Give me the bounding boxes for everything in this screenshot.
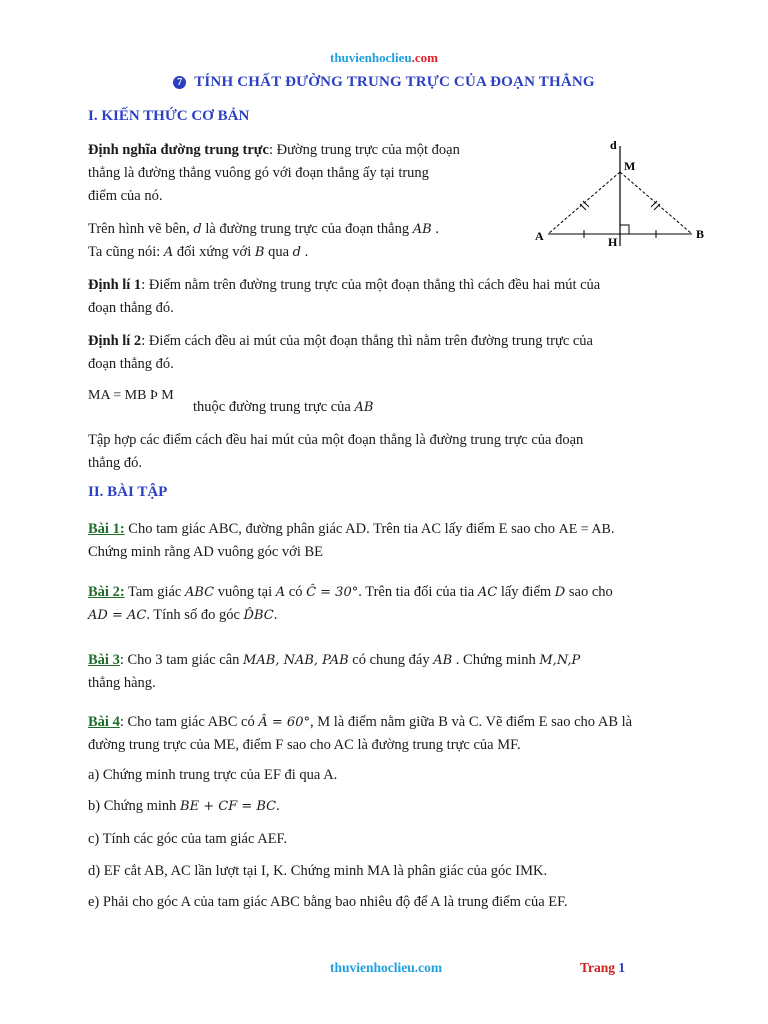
perpendicular-bisector-figure bbox=[530, 132, 730, 250]
exercise-2-abc: ABC bbox=[184, 585, 215, 600]
fig-end-1: . bbox=[435, 221, 439, 237]
formula-ab: AB bbox=[354, 400, 374, 415]
exercise-4-qb-eq: BE + CF = BC bbox=[180, 799, 277, 814]
exercise-4-label: Bài 4 bbox=[88, 714, 120, 730]
exercise-2-text-a: Tam giác bbox=[124, 584, 182, 600]
exercise-2 bbox=[88, 581, 708, 627]
theorem2 bbox=[88, 330, 698, 376]
exercise-3-ab: AB bbox=[433, 653, 453, 668]
exercise-4-question-b bbox=[88, 795, 708, 818]
definition-line1: : Đường trung trực của một đoạn bbox=[268, 142, 460, 158]
fig-ab: AB bbox=[412, 222, 432, 237]
exercise-2-a: A bbox=[275, 585, 286, 600]
fig-text-1: Trên hình vẽ bên, bbox=[88, 221, 190, 237]
fig-B: B bbox=[254, 245, 265, 260]
fig-text-2: là đường trung trực của đoạn thẳng bbox=[205, 221, 410, 237]
exercise-2-text-d: . Trên tia đối của tia bbox=[358, 584, 475, 600]
site-name: thuvienhoclieu bbox=[330, 50, 412, 65]
exercise-4-text-b: , M là điểm nằm giữa B và C. Vẽ điểm E sao cho AB là bbox=[309, 714, 633, 730]
title-text: TÍNH CHẤT ĐƯỜNG TRUNG TRỰC CỦA ĐOẠN THẲNG bbox=[194, 74, 595, 90]
exercise-2-text-b: vuông tại bbox=[217, 584, 273, 600]
theorem1-line2: đoạn thẳng đó. bbox=[88, 300, 174, 316]
theorem1-label: Định lí 1 bbox=[88, 277, 142, 293]
exercise-2-label: Bài 2: bbox=[88, 584, 125, 600]
exercise-4-question-c: c) Tính các góc của tam giác AEF. bbox=[88, 831, 288, 847]
figure-description bbox=[88, 218, 528, 264]
segment-mb bbox=[620, 172, 692, 234]
theorem2-line2: đoạn thẳng đó. bbox=[88, 356, 174, 372]
exercise-2-ac: AC bbox=[477, 585, 498, 600]
exercise-4-question-a: a) Chứng minh trung trực của EF đi qua A. bbox=[88, 767, 338, 783]
definition-line2: thẳng là đường thẳng vuông gó với đoạn thẳng ấy tại trung bbox=[88, 165, 429, 181]
definition-paragraph bbox=[88, 139, 528, 208]
exercise-4-line2: đường trung trực của ME, điểm F sao cho AC là đường trung trực của MF. bbox=[88, 737, 521, 753]
formula-right: thuộc đường trung trực của bbox=[193, 399, 351, 415]
exercise-2-end: . bbox=[273, 607, 278, 623]
exercise-2-angle2: D̂BC bbox=[243, 608, 274, 623]
exercise-1-label: Bài 1: bbox=[88, 521, 125, 537]
theorem2-label: Định lí 2 bbox=[88, 333, 142, 349]
exercise-4-question-e: e) Phải cho góc A của tam giác ABC bằng bao nhiêu độ để A là trung điểm của EF. bbox=[88, 894, 568, 910]
exercise-3-text-a: : Cho 3 tam giác cân bbox=[119, 652, 240, 668]
theorem2-line1: : Điểm cách đều ai mút của một đoạn thẳng thì nằm trên đường trung trực của bbox=[141, 333, 593, 349]
theorem1 bbox=[88, 274, 698, 320]
exercise-4-question-d: d) EF cắt AB, AC lần lượt tại I, K. Chứng minh MA là phân giác của góc IMK. bbox=[88, 863, 548, 879]
section2-heading: II. BÀI TẬP bbox=[88, 484, 168, 500]
exercise-1-line2: Chứng minh rằng AD vuông góc với BE bbox=[88, 544, 324, 560]
exercise-1-text: Cho tam giác ABC, đường phân giác AD. Trên tia AC lấy điểm E sao cho bbox=[124, 521, 556, 537]
exercise-2-text-g: . Tính số đo góc bbox=[146, 607, 240, 623]
exercise-3-triangles: MAB, NAB, PAB bbox=[243, 653, 349, 668]
exercise-4-text-a: : Cho tam giác ABC có bbox=[119, 714, 255, 730]
fig-d: d bbox=[193, 222, 202, 237]
tick-mb-1 bbox=[654, 204, 660, 210]
exercise-2-angle: Ĉ = 30° bbox=[306, 585, 359, 600]
segment-ma bbox=[548, 172, 620, 234]
exercise-2-text-c: có bbox=[288, 584, 303, 600]
exercise-3-text-c: . Chứng minh bbox=[455, 652, 536, 668]
locus-paragraph bbox=[88, 429, 698, 475]
exercise-3-text-b: có chung đáy bbox=[352, 652, 430, 668]
title-number-badge: 7 bbox=[173, 76, 186, 89]
exercise-1-eq: AE = AB bbox=[558, 522, 611, 537]
exercise-1 bbox=[88, 518, 708, 564]
footer-page-label: Trang bbox=[580, 960, 616, 975]
locus-line1: Tập hợp các điểm cách đều hai mút của một đoạn thẳng là đường trung trực của đoạn bbox=[88, 432, 584, 448]
right-angle-mark bbox=[620, 225, 629, 234]
exercise-4-angle: Â = 60° bbox=[258, 715, 310, 730]
exercise-4-qb-end: . bbox=[276, 798, 280, 814]
exercise-3 bbox=[88, 649, 708, 695]
definition-label: Định nghĩa đường trung trực bbox=[88, 142, 269, 158]
fig-text-5: qua bbox=[268, 244, 290, 260]
exercise-3-label: Bài 3 bbox=[88, 652, 120, 668]
page-title bbox=[0, 74, 768, 91]
exercise-2-text-e: lấy điểm bbox=[500, 584, 552, 600]
exercise-2-text-f: sao cho bbox=[568, 584, 613, 600]
locus-line2: thẳng đó. bbox=[88, 455, 142, 471]
exercise-3-line2: thẳng hàng. bbox=[88, 675, 156, 691]
definition-line3: điểm của nó. bbox=[88, 188, 163, 204]
formula-left: MA = MB Þ M bbox=[88, 388, 174, 403]
formula-continuation bbox=[193, 396, 593, 419]
fig-d2: d bbox=[292, 245, 301, 260]
exercise-2-d: D bbox=[554, 585, 566, 600]
site-domain: .com bbox=[411, 50, 438, 65]
fig-text-4: đối xứng với bbox=[176, 244, 252, 260]
footer-page-number: 1 bbox=[618, 960, 626, 975]
label-m: M bbox=[624, 159, 636, 173]
exercise-1-end: . bbox=[610, 521, 615, 537]
label-h: H bbox=[608, 235, 618, 249]
fig-end-2: . bbox=[304, 244, 309, 260]
section1-heading: I. KIẾN THỨC CƠ BẢN bbox=[88, 108, 250, 124]
tick-ma-1 bbox=[580, 204, 586, 210]
exercise-4 bbox=[88, 711, 708, 757]
site-header bbox=[0, 50, 768, 66]
exercise-4-qb-text: b) Chứng minh bbox=[88, 798, 177, 814]
label-a: A bbox=[535, 229, 544, 243]
theorem1-line1: : Điểm nằm trên đường trung trực của một đoạn thẳng thì cách đều hai mút của bbox=[141, 277, 601, 293]
exercise-2-eq: AD = AC bbox=[88, 608, 147, 623]
exercise-3-mnp: M,N,P bbox=[539, 653, 581, 668]
fig-text-3: Ta cũng nói: bbox=[88, 244, 161, 260]
label-d: d bbox=[610, 138, 617, 152]
fig-A: A bbox=[163, 245, 174, 260]
footer-site: thuvienhoclieu.com bbox=[330, 960, 443, 975]
label-b: B bbox=[696, 227, 705, 241]
footer-page bbox=[580, 960, 625, 976]
